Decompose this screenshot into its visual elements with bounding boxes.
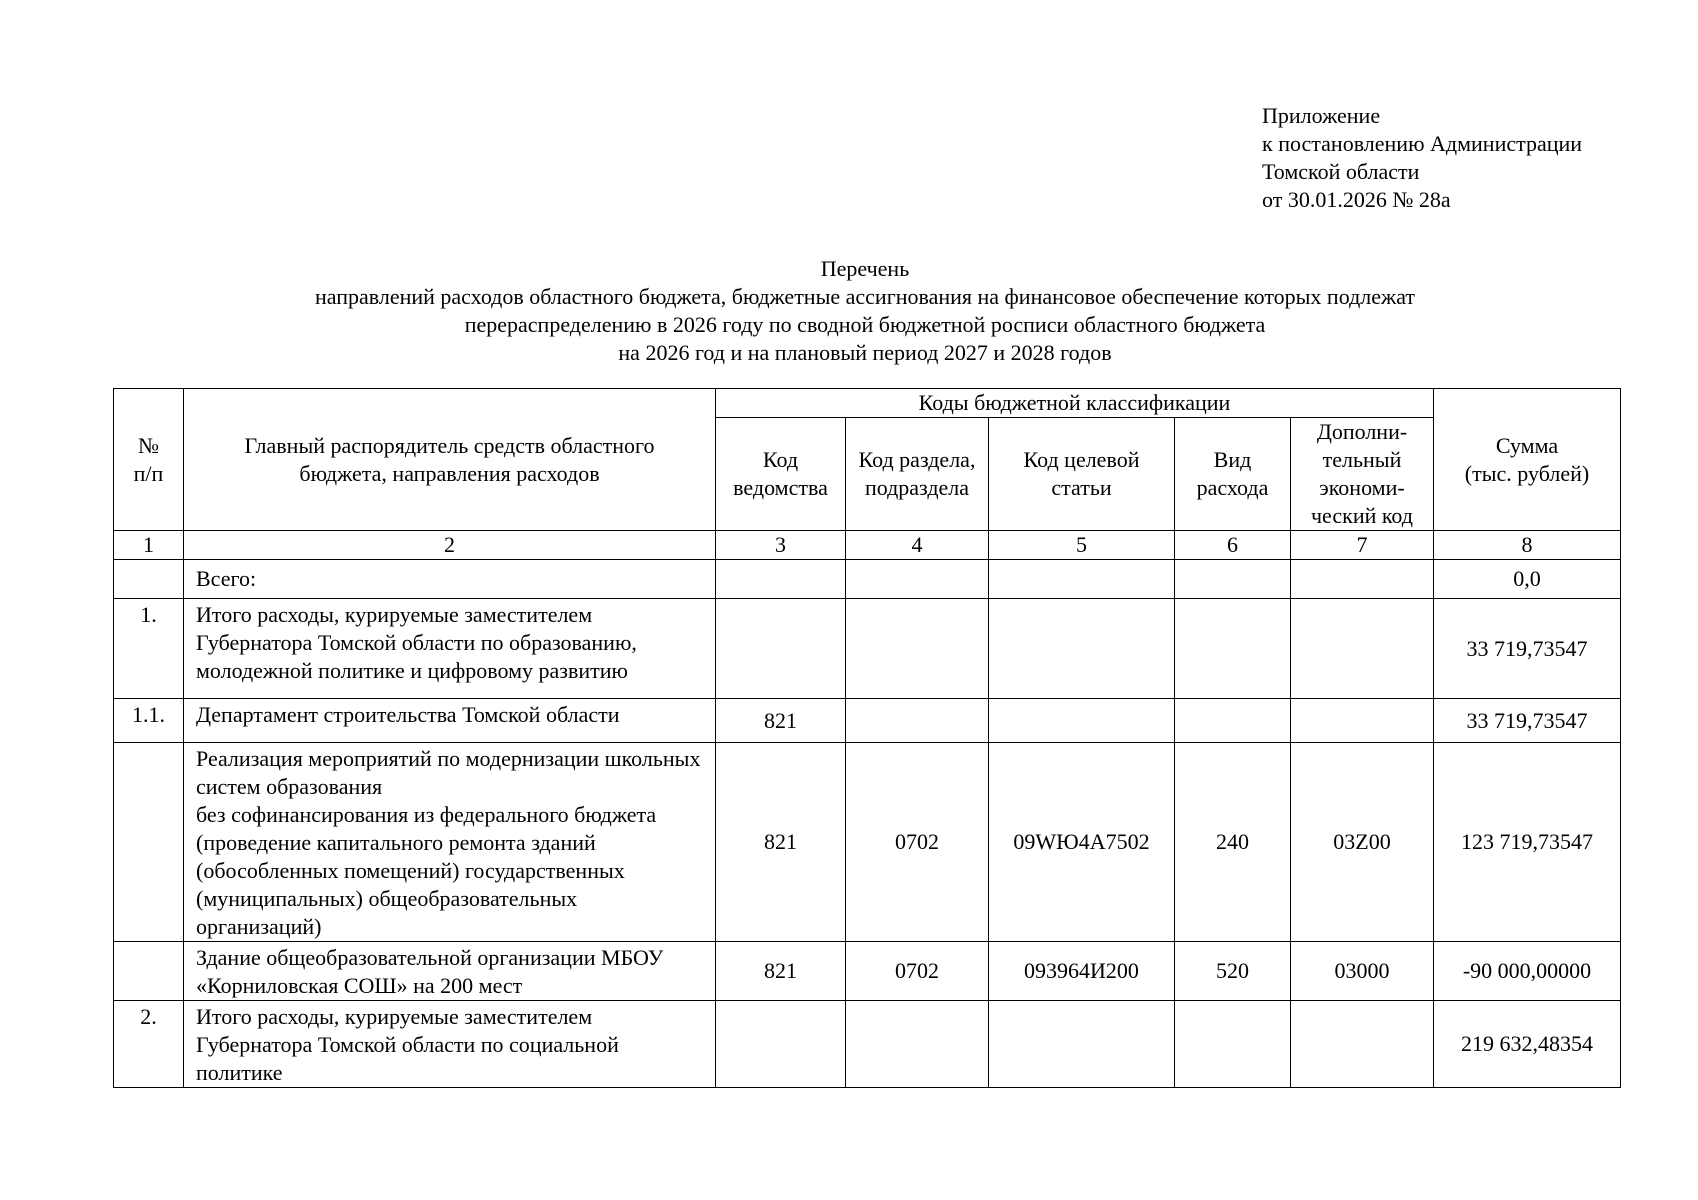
- row-name: Департамент строительства Томской области: [184, 699, 716, 743]
- header-name: Главный распорядитель средств областного бюджета, направления расходов: [184, 389, 716, 531]
- title-line: Перечень: [820, 256, 910, 281]
- row-target-code: 09WЮ4A7502: [989, 743, 1175, 942]
- header-dept-code: Код ведомства: [716, 418, 846, 531]
- row-extra-code: 03000: [1291, 942, 1434, 1001]
- row-extra-code: [1291, 599, 1434, 699]
- row-expense-type: [1175, 1001, 1291, 1088]
- column-index: 1: [114, 531, 184, 560]
- row-num: [114, 942, 184, 1001]
- row-amount: 123 719,73547: [1434, 743, 1621, 942]
- column-index: 5: [989, 531, 1175, 560]
- column-index: 8: [1434, 531, 1621, 560]
- row-target-code: 093964И200: [989, 942, 1175, 1001]
- title-line: направлений расходов областного бюджета, бюджетные ассигнования на финансовое обеспечение которых подлежат: [314, 284, 1416, 309]
- row-amount: -90 000,00000: [1434, 942, 1621, 1001]
- row-section-code: [846, 1001, 989, 1088]
- attachment-line: к постановлению Администрации: [1262, 131, 1583, 156]
- attachment-line: от 30.01.2026 № 28а: [1262, 187, 1451, 212]
- row-dept-code: 821: [716, 743, 846, 942]
- row-extra-code: [1291, 1001, 1434, 1088]
- column-index: 6: [1175, 531, 1291, 560]
- header-amount: Сумма (тыс. рублей): [1434, 389, 1621, 531]
- row-amount: 33 719,73547: [1434, 599, 1621, 699]
- document-title: [0, 255, 1698, 367]
- attachment-line: Приложение: [1262, 103, 1381, 128]
- row-extra-code: 03Z00: [1291, 743, 1434, 942]
- header-expense-type: Вид расхода: [1175, 418, 1291, 531]
- row-target-code: [989, 1001, 1175, 1088]
- header-codes-group: Коды бюджетной классификации: [716, 389, 1434, 418]
- row-num: 1.1.: [114, 699, 184, 743]
- row-extra-code: [1291, 699, 1434, 743]
- row-name: Здание общеобразовательной организации МБОУ «Корниловская СОШ» на 200 мест: [184, 942, 716, 1001]
- row-name: Реализация мероприятий по модернизации школьных систем образования без софинансирования из федерального бюджета (проведение капитального ремонта зданий (обособленных помещений) государственных (муниципальных) общеобразовательных организаций): [184, 743, 716, 942]
- table-row: [114, 1001, 1621, 1088]
- row-target-code: [989, 560, 1175, 599]
- row-num: 2.: [114, 1001, 184, 1088]
- row-expense-type: 240: [1175, 743, 1291, 942]
- budget-table: [113, 388, 1621, 1088]
- attachment-note: [1262, 102, 1582, 214]
- table-row: [114, 599, 1621, 699]
- row-expense-type: 520: [1175, 942, 1291, 1001]
- table-row: [114, 942, 1621, 1001]
- row-expense-type: [1175, 599, 1291, 699]
- row-expense-type: [1175, 699, 1291, 743]
- row-name: Итого расходы, курируемые заместителем Губернатора Томской области по образованию, молодежной политике и цифровому развитию: [184, 599, 716, 699]
- row-amount: 0,0: [1434, 560, 1621, 599]
- row-section-code: [846, 699, 989, 743]
- header-extra-code: Дополни- тельный экономи- ческий код: [1291, 418, 1434, 531]
- column-index: 4: [846, 531, 989, 560]
- header-num: № п/п: [114, 389, 184, 531]
- column-index: 3: [716, 531, 846, 560]
- row-num: 1.: [114, 599, 184, 699]
- header-section-code: Код раздела, подраздела: [846, 418, 989, 531]
- header-target-code: Код целевой статьи: [989, 418, 1175, 531]
- title-line: на 2026 год и на плановый период 2027 и 2028 годов: [618, 340, 1112, 365]
- attachment-line: Томской области: [1262, 159, 1420, 184]
- row-expense-type: [1175, 560, 1291, 599]
- row-num: [114, 560, 184, 599]
- row-dept-code: 821: [716, 699, 846, 743]
- row-section-code: 0702: [846, 942, 989, 1001]
- row-name: Всего:: [184, 560, 716, 599]
- table-row: [114, 699, 1621, 743]
- row-dept-code: [716, 1001, 846, 1088]
- table-row: [114, 560, 1621, 599]
- row-dept-code: [716, 599, 846, 699]
- row-section-code: [846, 599, 989, 699]
- row-name: Итого расходы, курируемые заместителем Губернатора Томской области по социальной политике: [184, 1001, 716, 1088]
- row-num: [114, 743, 184, 942]
- row-section-code: [846, 560, 989, 599]
- row-dept-code: [716, 560, 846, 599]
- row-dept-code: 821: [716, 942, 846, 1001]
- table-row: [114, 743, 1621, 942]
- row-amount: 219 632,48354: [1434, 1001, 1621, 1088]
- row-section-code: 0702: [846, 743, 989, 942]
- title-line: перераспределению в 2026 году по сводной бюджетной росписи областного бюджета: [464, 312, 1266, 337]
- column-index: 7: [1291, 531, 1434, 560]
- row-target-code: [989, 599, 1175, 699]
- row-target-code: [989, 699, 1175, 743]
- row-amount: 33 719,73547: [1434, 699, 1621, 743]
- row-extra-code: [1291, 560, 1434, 599]
- column-index: 2: [184, 531, 716, 560]
